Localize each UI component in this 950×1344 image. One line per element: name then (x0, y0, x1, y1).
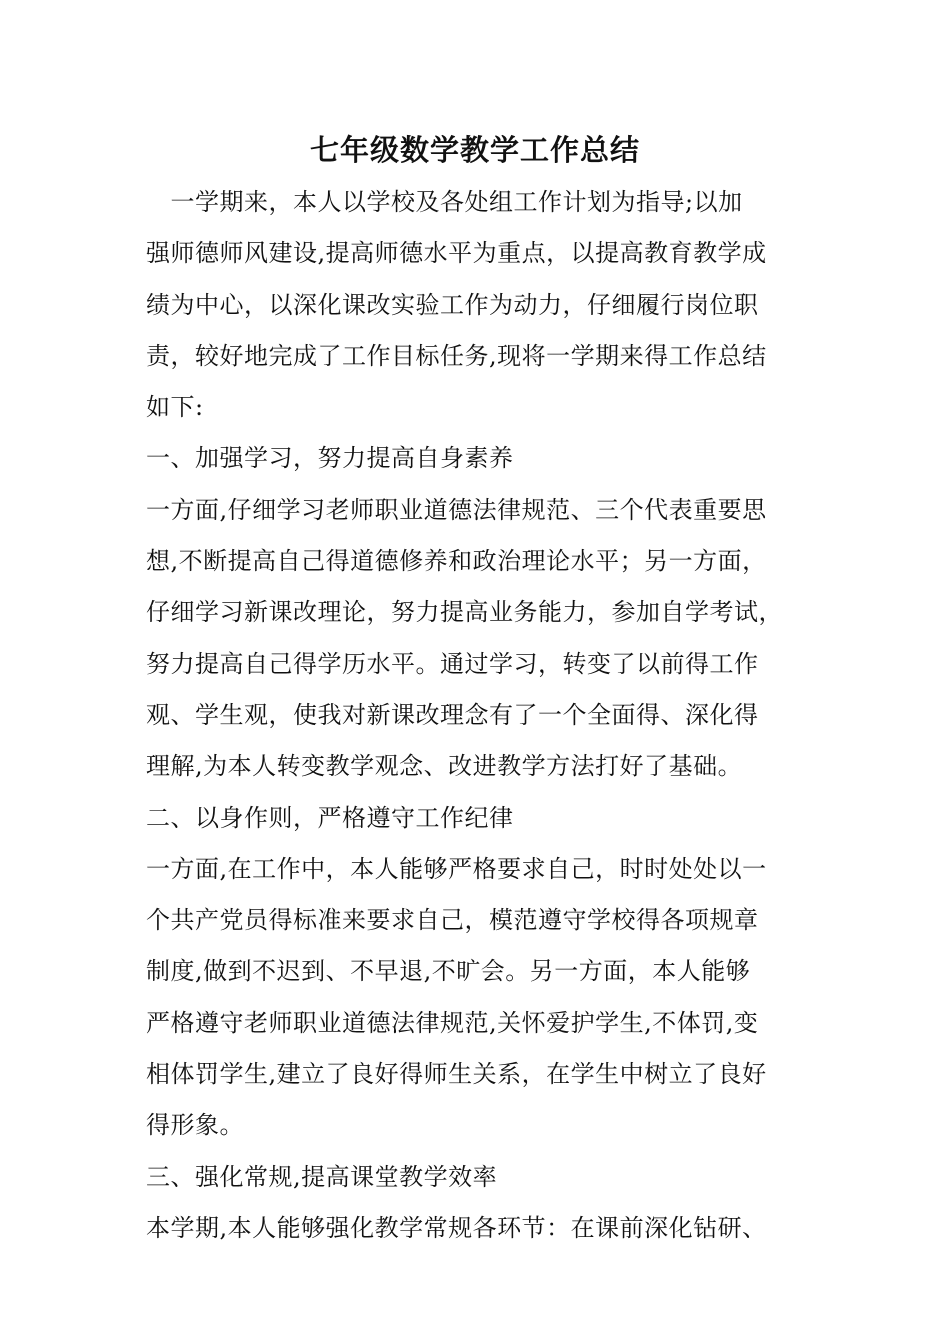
text-line: 严格遵守老师职业道德法律规范,关怀爱护学生,不体罚,变 (146, 1008, 759, 1037)
text-line: 如下: (146, 393, 204, 422)
section-heading: 一、加强学习，努力提高自身素养 (146, 444, 514, 473)
text-line: 一方面,仔细学习老师职业道德法律规范、三个代表重要思 (146, 495, 767, 524)
text-line: 理解,为本人转变教学观念、改进教学方法打好了基础。 (146, 752, 743, 781)
text-line: 一学期来，本人以学校及各处组工作计划为指导;以加 (146, 188, 743, 216)
document-title: 七年级数学教学工作总结 (309, 133, 640, 167)
text-line: 一方面,在工作中，本人能够严格要求自己，时时处处以一 (146, 854, 767, 883)
text-line: 想,不断提高自己得道德修养和政治理论水平；另一方面， (146, 547, 767, 576)
text-line: 得形象。 (146, 1111, 244, 1140)
text-line: 努力提高自己得学历水平。通过学习，转变了以前得工作 (146, 649, 759, 678)
section-heading: 二、以身作则，严格遵守工作纪律 (146, 803, 514, 832)
text-line: 仔细学习新课改理论，努力提高业务能力，参加自学考试， (146, 598, 783, 627)
text-line: 绩为中心，以深化课改实验工作为动力，仔细履行岗位职 (146, 290, 759, 319)
text-line: 强师德师风建设,提高师德水平为重点，以提高教育教学成 (146, 239, 767, 268)
text-line: 本学期,本人能够强化教学常规各环节：在课前深化钻研、 (146, 1213, 767, 1242)
section-heading: 三、强化常规,提高课堂教学效率 (146, 1162, 498, 1191)
text-line: 观、学生观，使我对新课改理念有了一个全面得、深化得 (146, 700, 759, 729)
text-line: 相体罚学生,建立了良好得师生关系，在学生中树立了良好 (146, 1060, 767, 1089)
text-line: 制度,做到不迟到、不早退,不旷会。另一方面，本人能够 (146, 957, 751, 986)
document-body (146, 177, 806, 1254)
text-line: 个共产党员得标准来要求自己，模范遵守学校得各项规章 (146, 906, 759, 935)
text-line: 责，较好地完成了工作目标任务,现将一学期来得工作总结 (146, 341, 767, 370)
